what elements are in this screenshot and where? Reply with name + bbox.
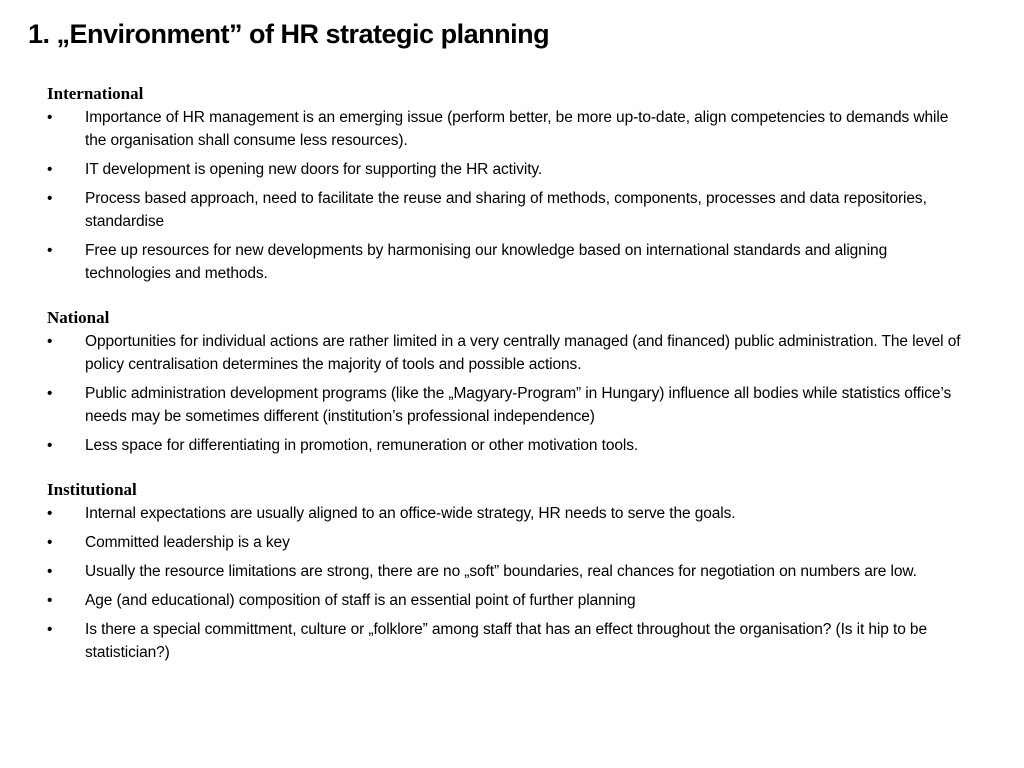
bullet-text: Committed leadership is a key <box>85 534 290 551</box>
section-international <box>47 82 967 285</box>
bullet-icon: • <box>47 505 53 522</box>
bullet-text: Age (and educational) composition of staff is an essential point of further planning <box>85 592 636 609</box>
section-institutional <box>47 478 967 664</box>
bullet-list <box>47 106 967 285</box>
bullet-item <box>47 589 967 612</box>
bullet-text: Opportunities for individual actions are rather limited in a very centrally managed (and financed) public administration. The level of policy centralisation determines the majority of tools and possible actions. <box>85 333 961 373</box>
bullet-text: Is there a special committment, culture or „folklore” among staff that has an effect throughout the organisation? (Is it hip to be statistician?) <box>85 621 927 661</box>
bullet-icon: • <box>47 385 53 402</box>
bullet-text: Less space for differentiating in promotion, remuneration or other motivation tools. <box>85 437 639 454</box>
bullet-item <box>47 330 967 376</box>
bullet-item <box>47 531 967 554</box>
slide-title: 1. „Environment” of HR strategic planning <box>28 19 550 49</box>
bullet-item <box>47 239 967 285</box>
bullet-item <box>47 502 967 525</box>
bullet-item <box>47 618 967 664</box>
bullet-icon: • <box>47 333 53 350</box>
bullet-item <box>47 434 967 457</box>
bullet-text: Public administration development programs (like the „Magyary-Program” in Hungary) influence all bodies while statistics office’s needs may be sometimes different (institution’s professional independence) <box>85 385 952 425</box>
bullet-icon: • <box>47 621 53 638</box>
bullet-item <box>47 158 967 181</box>
bullet-item <box>47 560 967 583</box>
section-heading: Institutional <box>47 480 137 499</box>
section-heading: International <box>47 84 144 103</box>
bullet-list <box>47 330 967 457</box>
bullet-icon: • <box>47 534 53 551</box>
bullet-text: Free up resources for new developments by harmonising our knowledge based on international standards and aligning technologies and methods. <box>85 242 888 282</box>
bullet-item <box>47 187 967 233</box>
bullet-text: Process based approach, need to facilitate the reuse and sharing of methods, components, processes and data repositories, standardise <box>85 190 927 230</box>
bullet-icon: • <box>47 563 53 580</box>
section-heading: National <box>47 308 110 327</box>
bullet-item <box>47 382 967 428</box>
bullet-icon: • <box>47 161 53 178</box>
bullet-text: Importance of HR management is an emerging issue (perform better, be more up-to-date, align competencies to demands while the organisation shall consume less resources). <box>85 109 949 149</box>
bullet-icon: • <box>47 242 53 259</box>
bullet-list <box>47 502 967 664</box>
bullet-text: Usually the resource limitations are strong, there are no „soft” boundaries, real chances for negotiation on numbers are low. <box>85 563 917 580</box>
bullet-icon: • <box>47 190 53 207</box>
bullet-item <box>47 106 967 152</box>
bullet-icon: • <box>47 109 53 126</box>
slide-content <box>47 82 967 670</box>
section-national <box>47 306 967 457</box>
bullet-icon: • <box>47 437 53 454</box>
bullet-icon: • <box>47 592 53 609</box>
bullet-text: IT development is opening new doors for supporting the HR activity. <box>85 161 543 178</box>
bullet-text: Internal expectations are usually aligned to an office-wide strategy, HR needs to serve the goals. <box>85 505 736 522</box>
